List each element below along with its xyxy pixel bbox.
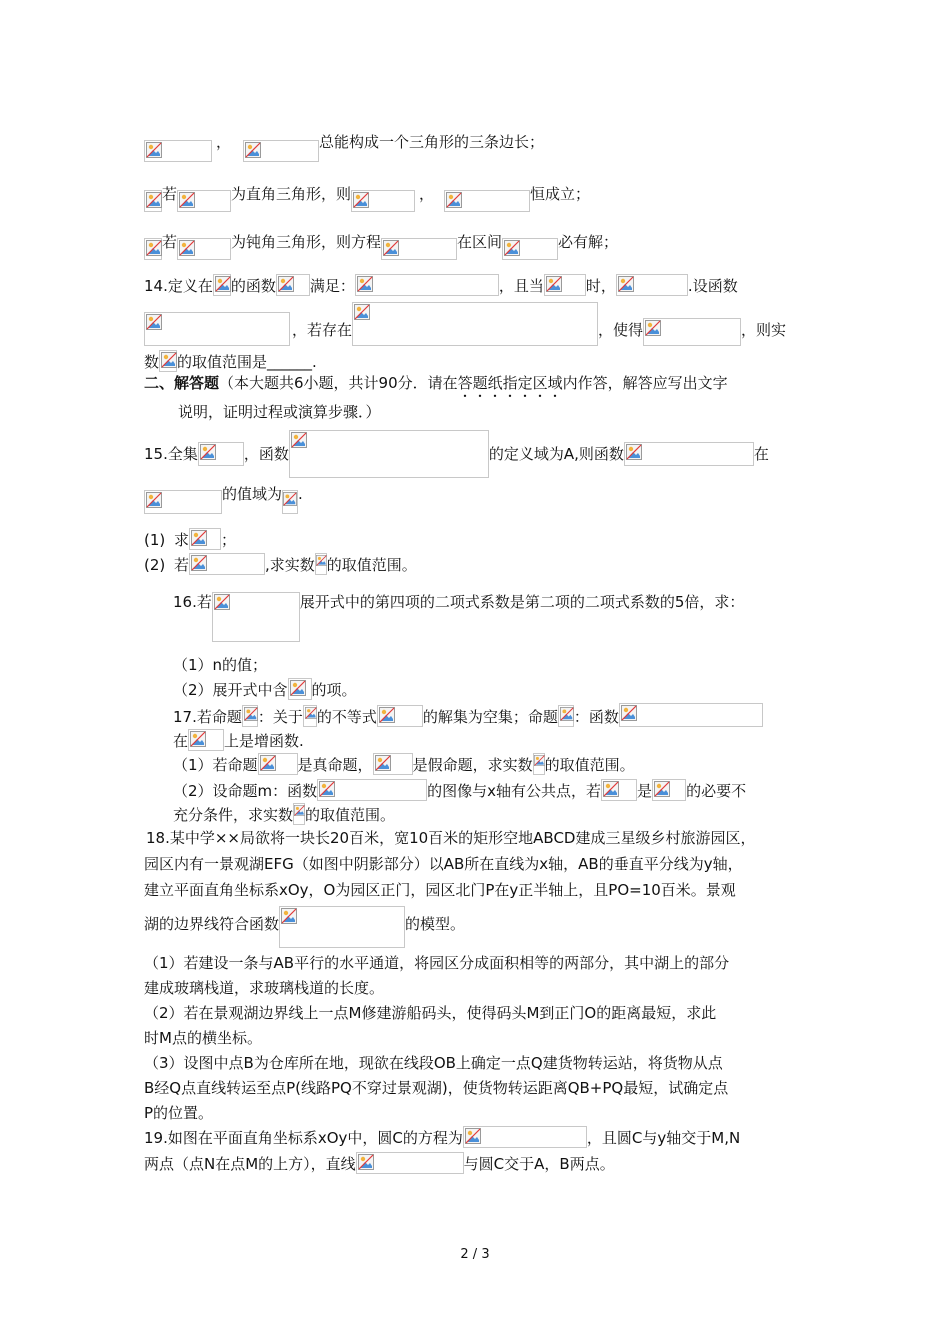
text: 15.全集	[144, 445, 198, 463]
formula-image	[144, 312, 290, 346]
q18-sub-3c	[144, 1103, 213, 1123]
text: 求	[174, 531, 190, 549]
broken-image-icon	[357, 276, 373, 292]
broken-image-icon	[215, 276, 231, 292]
formula-image	[144, 238, 162, 260]
formula-image	[189, 528, 221, 550]
text: ，使得	[598, 321, 644, 339]
formula-image	[355, 274, 499, 296]
q17-sub-2	[173, 779, 746, 801]
text: 若	[162, 233, 178, 251]
q15-sub-2	[144, 553, 417, 575]
text: （1）若命题	[173, 756, 258, 774]
broken-image-icon	[626, 444, 642, 460]
q18-sub-1a	[144, 953, 729, 973]
q17-sub-2b	[173, 803, 395, 825]
text: 若	[162, 185, 178, 203]
broken-image-icon	[179, 192, 195, 208]
formula-image	[144, 490, 222, 514]
q14-line-3	[144, 350, 317, 372]
text: 的取值范围。	[326, 556, 417, 574]
q18-line-1	[146, 828, 755, 848]
text: （2）设命题m：函数	[173, 782, 318, 800]
formula-image	[188, 729, 224, 751]
formula-image	[373, 753, 413, 775]
q18-line-3	[144, 880, 736, 900]
text: 充分条件，求实数	[173, 806, 294, 824]
broken-image-icon	[294, 805, 305, 816]
q19-line-2	[144, 1152, 615, 1174]
text: B经Q点直线转运至点P(线路PQ不穿过景观湖)，使货物转运距离QB+PQ最短，试确定点	[144, 1079, 729, 1097]
formula-image	[144, 190, 162, 212]
broken-image-icon	[179, 240, 195, 256]
formula-image	[276, 274, 310, 296]
text: 总能构成一个三角形的三条边长；	[319, 133, 545, 151]
q16-sub-2	[173, 678, 357, 700]
formula-image	[351, 190, 415, 212]
q18-sub-2b	[144, 1028, 262, 1048]
formula-image	[243, 140, 319, 162]
q19-line-1	[144, 1126, 740, 1148]
q18-line-4	[144, 906, 465, 948]
text: 两点（点N在点M的上方），直线	[144, 1155, 356, 1173]
text: （1）n的值；	[173, 656, 268, 674]
text: 说明，证明过程或演算步骤．）	[178, 403, 381, 421]
text: 17.若命题	[173, 708, 242, 726]
text: ，	[216, 133, 232, 151]
broken-image-icon	[244, 707, 258, 721]
text: ,求实数	[265, 556, 315, 574]
text: ，且圆C与y轴交于M,N	[586, 1129, 741, 1147]
formula-image	[616, 274, 688, 296]
text: 恒成立；	[530, 185, 591, 203]
text: 的取值范围。	[305, 806, 396, 824]
broken-image-icon	[161, 352, 177, 368]
list-number: (2)	[144, 556, 166, 574]
formula-image	[624, 442, 754, 466]
text: （3）设图中点B为仓库所在地，现欲在线段OB上确定一点Q建货物转运站，将货物从点	[144, 1054, 723, 1072]
broken-image-icon	[245, 142, 261, 158]
broken-image-icon	[146, 314, 162, 330]
q14-line-1	[144, 274, 738, 296]
formula-image	[356, 1152, 464, 1174]
text: 16.若	[173, 593, 212, 611]
text: ，则实	[741, 321, 787, 339]
text: P的位置。	[144, 1104, 214, 1122]
q15-sub-1	[144, 528, 236, 550]
text: 是真命题，	[297, 756, 373, 774]
broken-image-icon	[278, 276, 294, 292]
text: ；	[221, 531, 237, 549]
text: ，函数	[243, 445, 289, 463]
broken-image-icon	[191, 555, 207, 571]
broken-image-icon	[546, 276, 562, 292]
formula-image	[279, 906, 405, 948]
q16-line-1	[173, 592, 744, 642]
text: 的不等式	[316, 708, 377, 726]
text: 的必要不	[686, 782, 747, 800]
q14-line-2	[144, 302, 786, 346]
formula-image	[558, 705, 574, 727]
text: 数	[144, 353, 160, 371]
broken-image-icon	[560, 707, 574, 721]
broken-image-icon	[146, 142, 162, 158]
formula-image	[377, 705, 423, 727]
formula-image	[144, 140, 212, 162]
text: 湖的边界线符合函数	[144, 915, 280, 933]
text: 展开式中的第四项的二项式系数是第二项的二项式系数的5倍，求：	[299, 593, 745, 611]
broken-image-icon	[534, 755, 545, 766]
text: ：关于	[257, 708, 303, 726]
formula-image	[502, 238, 558, 260]
formula-image	[317, 779, 427, 801]
text: 上是增函数.	[224, 732, 304, 750]
text: 19.如图在平面直角坐标系xOy中，圆C的方程为	[144, 1129, 463, 1147]
text: 的取值范围是______.	[177, 353, 317, 371]
broken-image-icon	[200, 444, 216, 460]
broken-image-icon	[645, 320, 661, 336]
list-number: (1)	[144, 531, 166, 549]
q18-sub-1b	[144, 978, 384, 998]
formula-image	[352, 302, 598, 346]
text: 是	[637, 782, 653, 800]
broken-image-icon	[383, 240, 399, 256]
text: 的取值范围。	[544, 756, 635, 774]
text: （1）若建设一条与AB平行的水平通道，将园区分成面积相等的两部分，其中湖上的部分	[144, 954, 730, 972]
text: 是假命题，求实数	[412, 756, 533, 774]
q15-line-2	[144, 485, 303, 514]
broken-image-icon	[354, 304, 370, 320]
q17-line-1	[173, 703, 763, 727]
broken-image-icon	[358, 1154, 374, 1170]
broken-image-icon	[465, 1128, 481, 1144]
q18-sub-3a	[144, 1053, 723, 1073]
broken-image-icon	[191, 530, 207, 546]
formula-image	[258, 753, 298, 775]
section2-header-2	[178, 402, 381, 422]
text: ：函数	[573, 708, 619, 726]
formula-image	[303, 705, 317, 727]
text: 的模型。	[405, 915, 466, 933]
broken-image-icon	[654, 781, 670, 797]
q15-line-1	[144, 430, 769, 478]
text: 为直角三角形，则	[231, 185, 352, 203]
section2-header	[144, 373, 728, 401]
broken-image-icon	[504, 240, 520, 256]
section-title: 二、解答题	[144, 374, 220, 392]
text: 时M点的横坐标。	[144, 1029, 262, 1047]
broken-image-icon	[603, 781, 619, 797]
text: 建立平面直角坐标系xOy，O为园区正门，园区北门P在y正半轴上，且PO=10百米。景观	[144, 881, 736, 899]
formula-image	[544, 274, 586, 296]
formula-image	[652, 779, 686, 801]
broken-image-icon	[260, 755, 276, 771]
text: 在	[173, 732, 189, 750]
formula-image	[643, 318, 741, 346]
page-number: 2 / 3	[460, 1247, 490, 1262]
formula-image	[159, 350, 177, 372]
formula-image	[177, 190, 231, 212]
broken-image-icon	[319, 781, 335, 797]
formula-image	[619, 703, 763, 727]
q18-sub-3b	[144, 1078, 728, 1098]
broken-image-icon	[353, 192, 369, 208]
broken-image-icon	[281, 908, 297, 924]
formula-image	[242, 705, 258, 727]
text: 的项。	[311, 681, 357, 699]
text: 在	[753, 445, 769, 463]
text: 时，	[585, 277, 616, 295]
formula-image	[293, 803, 305, 825]
formula-image	[189, 553, 265, 575]
formula-image	[289, 430, 489, 478]
broken-image-icon	[214, 594, 230, 610]
text: 与圆C交于A，B两点。	[463, 1155, 615, 1173]
text: 若	[174, 556, 190, 574]
broken-image-icon	[446, 192, 462, 208]
q17-line-2	[173, 729, 304, 751]
formula-image	[282, 490, 298, 514]
text: 18.某中学××局欲将一块长20百米，宽10百米的矩形空地ABCD建成三星级乡村旅游园区，	[146, 829, 756, 847]
broken-image-icon	[379, 707, 395, 723]
text: 14.定义在	[144, 277, 213, 295]
formula-image	[533, 753, 545, 775]
text: 的图像与x轴有公共点，若	[427, 782, 602, 800]
broken-image-icon	[283, 492, 297, 506]
text: ，	[419, 185, 435, 203]
formula-image	[177, 238, 231, 260]
broken-image-icon	[621, 705, 637, 721]
text: 的定义域为A,则函数	[488, 445, 624, 463]
text: 为钝角三角形，则方程	[231, 233, 382, 251]
q18-line-2	[144, 854, 743, 874]
text: （2）若在景观湖边界线上一点M修建游船码头，使得码头M到正门O的距离最短，求此	[144, 1004, 717, 1022]
q13-line-3	[144, 233, 619, 260]
text: 园区内有一景观湖EFG（如图中阴影部分）以AB所在直线为x轴，AB的垂直平分线为y轴，	[144, 855, 743, 873]
formula-image	[463, 1126, 587, 1148]
text: 的函数	[230, 277, 276, 295]
text: .设函数	[687, 277, 738, 295]
formula-image	[198, 442, 244, 466]
broken-image-icon	[146, 192, 162, 208]
broken-image-icon	[146, 492, 162, 508]
q16-sub-1	[173, 655, 267, 675]
formula-image	[381, 238, 457, 260]
broken-image-icon	[375, 755, 391, 771]
formula-image	[601, 779, 637, 801]
q13-line-1	[144, 133, 545, 162]
broken-image-icon	[305, 707, 317, 719]
text: ，且当	[498, 277, 544, 295]
emphasized-text: 答题纸指定区域	[457, 374, 563, 392]
formula-image	[212, 592, 300, 642]
text: （2）展开式中含	[173, 681, 288, 699]
formula-image	[288, 678, 312, 700]
text: 的解集为空集；命题	[422, 708, 558, 726]
broken-image-icon	[618, 276, 634, 292]
text: 的值域为	[222, 485, 283, 503]
q13-line-2	[144, 185, 591, 212]
formula-image	[444, 190, 530, 212]
text: （本大题共6小题，共计90分．请在	[219, 374, 458, 392]
formula-image	[213, 274, 231, 296]
broken-image-icon	[190, 731, 206, 747]
text: .	[298, 485, 303, 503]
broken-image-icon	[291, 432, 307, 448]
text: 在区间	[457, 233, 503, 251]
broken-image-icon	[290, 680, 306, 696]
text: 必有解；	[558, 233, 619, 251]
broken-image-icon	[316, 555, 327, 566]
broken-image-icon	[146, 240, 162, 256]
formula-image	[315, 553, 327, 575]
q18-sub-2a	[144, 1003, 716, 1023]
q17-sub-1	[173, 753, 635, 775]
text: ，若存在	[292, 321, 353, 339]
text: 满足：	[309, 277, 355, 295]
text: 建成玻璃栈道，求玻璃栈道的长度。	[144, 979, 385, 997]
text: 内作答，解答应写出文字	[562, 374, 728, 392]
